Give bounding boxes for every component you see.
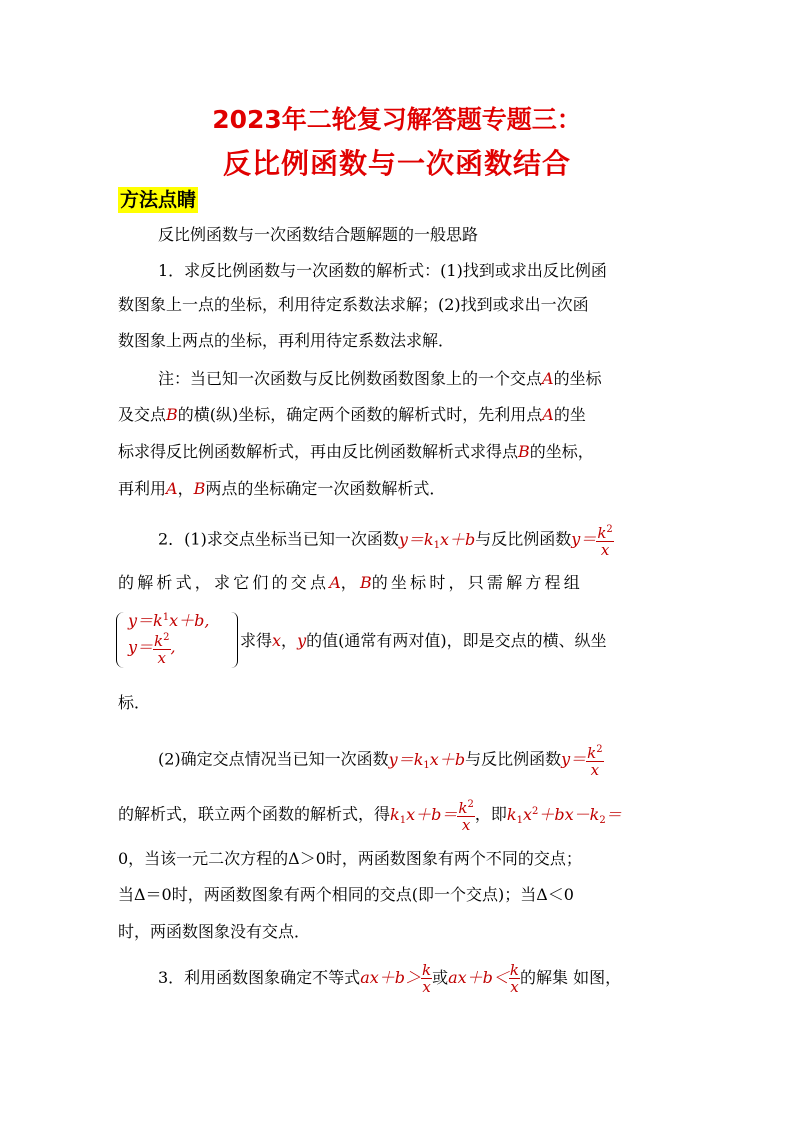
p2-line-1 [158,522,614,558]
p3-line-1: (2)确定交点情况当已知一次函数$y=k_1x+b$与反比例函数y＝ $\frac{k^2}{x}$ [158,744,603,779]
intro-text: 反比例函数与一次函数结合题解题的一般思路 [158,225,479,244]
p3-line-2: 的解析式，联立两个函数的解析式，得$k_1x+b=$ $\frac{k^2}{x}$ ，即$k_1x^2+bx-k_2=$ [118,799,622,834]
text-span: 的横(纵)坐标，确定两个函数的解析式时，先利用点 [177,405,543,424]
text-span: 的坐 [553,405,586,424]
p1-line-1: 1．求反比例函数与一次函数的解析式：(1)找到或求出反比例函 [158,261,607,280]
p1-line-2: 数图象上一点的坐标，利用待定系数法求解；(2)找到或求出一次函 [118,295,589,314]
p3-line-5: 时，两函数图象没有交点． [118,922,311,941]
text-span: 2．(1)求交点坐标当已知一次函数 [158,529,399,549]
text-span: 的坐标时，只需解方程组 [371,573,583,592]
text-span: 与反比例函数 [475,529,572,549]
text-span: 及交点 [118,405,167,424]
var-a: A [166,479,178,498]
var-a: A [542,369,554,388]
text-span: 的坐标， [529,442,594,461]
p2-line-3: 求得x，y的值(通常有两对值)，即是交点的横、纵坐 [240,631,607,650]
text-span: 的解析式，联立两个函数的解析式，得 [118,804,391,824]
note-line-3 [118,441,594,463]
p3-line-4: 当Δ＝0时，两函数图象有两个相同的交点(即一个交点)；当Δ＜0 [118,885,574,904]
text-span: 注：当已知一次函数与反比例数函数图象上的一个交点 [158,369,543,388]
p2-line-2: 的解析式，求它们的交点A，B的坐标时，只需解方程组 [118,573,583,592]
inverse-formula: y＝ [571,529,597,549]
fraction-k2-over-x: $\frac{k^2}{x}$ [597,524,613,559]
system-eq-1: $y=k^1x+b$, [128,611,210,630]
text-span: 与反比例函数 [465,749,562,769]
var-b: B [193,479,206,498]
text-span: (2)确定交点情况当已知一次函数 [158,749,389,769]
linear-formula: $y=k_1x+b$ [398,529,476,551]
text-span: ， [177,479,194,498]
text-span: 求得 [240,631,273,650]
note-line-4 [118,478,445,500]
note-line-1 [158,368,602,390]
section-label: 方法点睛 [120,189,197,211]
text-span: 3．利用函数图象确定不等式 [158,968,361,987]
title-line-1: 2023年二轮复习解答题专题三： [212,105,582,134]
var-a: A [542,405,554,424]
var-b: B [166,405,178,424]
p2-line-4: 标． [118,693,151,712]
system-left-brace [116,612,125,668]
text-span: 标求得反比例函数解析式，再由反比例函数解析式求得点 [118,442,519,461]
system-right-brace [231,612,238,668]
p4-line-1: 3．利用函数图象确定不等式ax＋b＞ $\frac{k}{x}$ 或ax＋b＜ $\frac{k}{x}$ 的解集 如图， [158,961,622,996]
note-line-2 [118,404,586,426]
title-line-2: 反比例函数与一次函数结合 [222,147,571,180]
text-span: 的解析式，求它们的交点 [118,573,330,592]
text-span: 或 [432,968,449,987]
text-span: 两点的坐标确定一次函数解析式． [205,479,446,498]
p3-line-3: 0，当该一元二次方程的Δ＞0时，两函数图象有两个不同的交点； [118,849,582,868]
text-span: 的值(通常有两对值)，即是交点的横、纵坐 [306,631,607,650]
text-span: 的坐标 [553,369,602,388]
text-span: ，即 [474,804,507,824]
system-eq-2: y＝ $\frac{k^2}{x}$ , [128,632,176,667]
text-span: 的解集 如图， [520,968,622,987]
text-span: 再利用 [118,479,167,498]
p1-line-3: 数图象上两点的坐标，再利用待定系数法求解． [118,331,455,350]
var-b: B [518,442,530,461]
